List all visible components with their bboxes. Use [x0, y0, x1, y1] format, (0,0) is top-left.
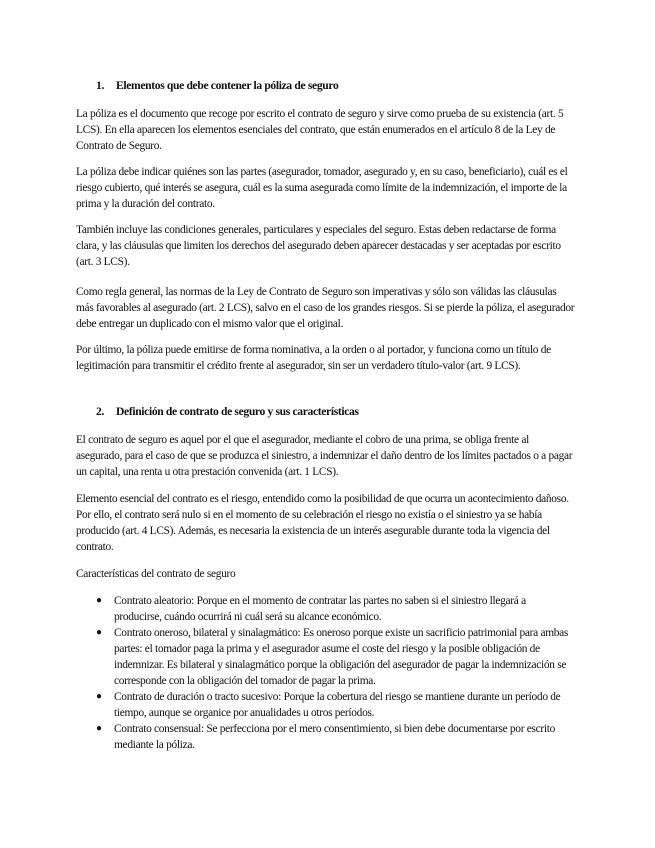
section-2-number: 2. — [96, 405, 104, 418]
section-2-paragraph-2: Elemento esencial del contrato es el riesgo, entendido como la posibilidad de que ocurra un acontecimiento dañoso. Por ello, el contrato será nulo si en el momento de su celebración el riesgo no existía o el siniestro ya se había producido (art. 4 LCS). Además, es necesaria la existencia de un interés asegurable durante toda la vigencia del contrato. — [76, 493, 569, 553]
bullet-icon: ● — [96, 595, 102, 606]
section-2-title: Definición de contrato de seguro y sus características — [116, 405, 359, 418]
list-item: ● Contrato consensual: Se perfecciona por el mero consentimiento, si bien debe documentarse por escrito mediante la póliza. — [96, 723, 555, 751]
section-1-title: Elementos que debe contener la póliza de seguro — [116, 79, 339, 92]
list-item: ● Contrato de duración o tracto sucesivo: Porque la cobertura del riesgo se mantiene durante un período de tiempo, aunque se organice por anualidades u otros períodos. — [96, 691, 561, 719]
bullet-icon: ● — [96, 627, 102, 638]
section-1-paragraph-3: También incluye las condiciones generales, particulares y especiales del seguro. Estas deben redactarse de forma clara, y las cláusulas que limiten los derechos del asegurado deben aparecer destacadas y ser aceptadas por escrito (art. 3 LCS). — [76, 224, 561, 268]
section-2-heading — [96, 404, 359, 420]
list-item: ● Contrato aleatorio: Porque en el momento de contratar las partes no saben si el siniestro llegará a producirse, cuándo ocurrirá ni cuál será su alcance económico. — [96, 595, 526, 623]
characteristics-list — [76, 593, 575, 753]
section-1-paragraph-1: La póliza es el documento que recoge por escrito el contrato de seguro y sirve como prueba de su existencia (art. 5 LCS). En ella aparecen los elementos esenciales del contrato, que están enumerados en el artículo 8 de la Ley de Contrato de Seguro. — [76, 108, 564, 152]
section-1-paragraph-4: Como regla general, las normas de la Ley de Contrato de Seguro son imperativas y sólo son válidas las cláusulas más favorables al asegurado (art. 2 LCS), salvo en el caso de los grandes riesgos. Si se pierde la póliza, el asegurador debe entregar un duplicado con el mismo valor que el original. — [76, 286, 575, 330]
section-2-paragraph-1: El contrato de seguro es aquel por el que el asegurador, mediante el cobro de una prima, se obliga frente al asegurado, para el caso de que se produzca el siniestro, a indemnizar el daño dentro de los límites pactados o a pagar un capital, una renta u otra prestación convenida (art. 1 LCS). — [76, 434, 573, 478]
section-1-paragraph-5: Por último, la póliza puede emitirse de forma nominativa, a la orden o al portador, y funciona como un título de legitimación para transmitir el crédito frente al asegurador, sin ser un verdadero título-valor (art. 9 LCS). — [76, 344, 551, 372]
section-1-heading — [96, 78, 338, 94]
characteristics-intro: Características del contrato de seguro — [76, 568, 236, 580]
bullet-icon: ● — [96, 691, 102, 702]
bullet-icon: ● — [96, 723, 102, 734]
list-item: ● Contrato oneroso, bilateral y sinalagmático: Es oneroso porque existe un sacrificio patrimonial para ambas partes: el tomador paga la prima y el asegurador asume el coste del riesgo y la posible obligación de indemnizar. Es bilateral y sinalagmático porque la obligación del asegurador de pagar la indemnización se corresponde con la obligación del tomador de pagar la prima. — [96, 627, 569, 687]
section-1-paragraph-2: La póliza debe indicar quiénes son las partes (asegurador, tomador, asegurado y, en su caso, beneficiario), cuál es el riesgo cubierto, qué interés se asegura, cuál es la suma asegurada como límite de la indemnización, el importe de la prima y la duración del contrato. — [76, 166, 568, 210]
section-1-number: 1. — [96, 79, 104, 92]
